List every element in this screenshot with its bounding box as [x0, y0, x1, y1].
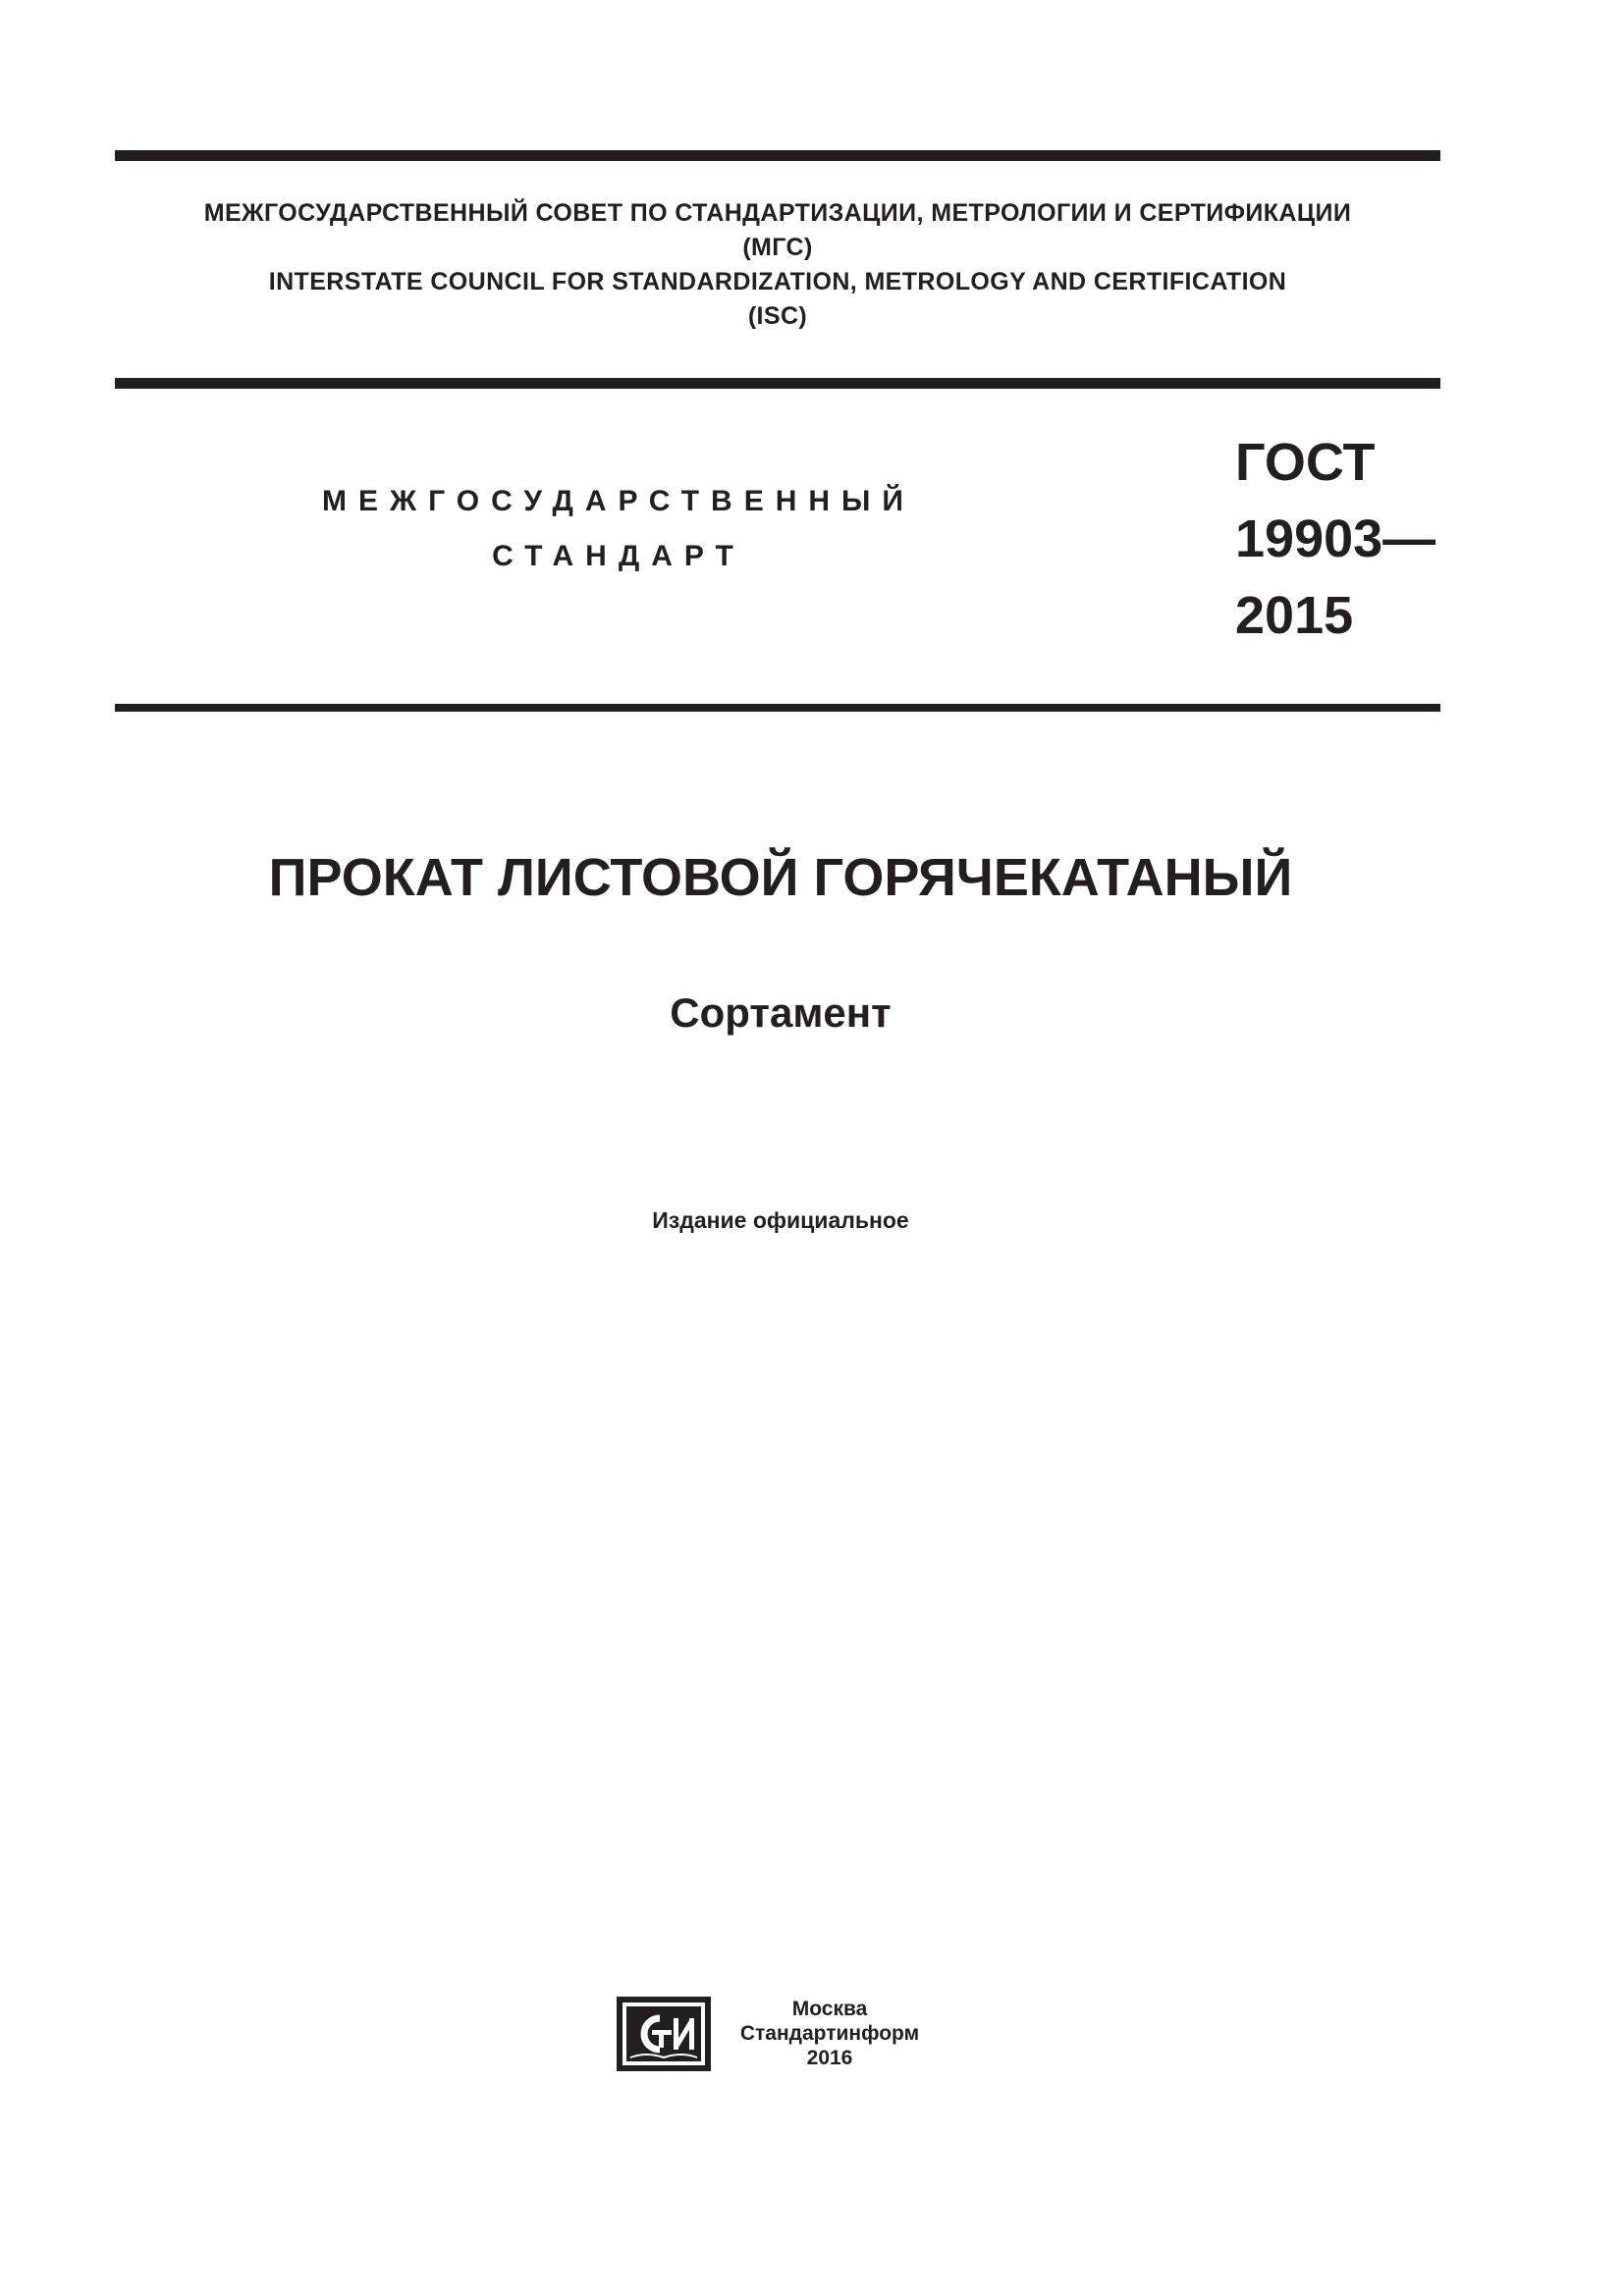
top-divider — [115, 150, 1440, 161]
gost-prefix: ГОСТ — [1235, 433, 1376, 492]
gost-year: 2015 — [1235, 586, 1354, 645]
publisher-year: 2016 — [806, 2047, 853, 2069]
standartinform-logo-icon — [617, 1997, 711, 2071]
council-header — [115, 196, 1440, 334]
bottom-divider — [115, 704, 1440, 712]
middle-divider — [115, 378, 1440, 389]
publisher-name: Стандартинформ — [739, 2022, 920, 2045]
standard-kind-line2: СТАНДАРТ — [492, 540, 745, 572]
gost-designation — [1235, 424, 1435, 654]
standard-kind — [285, 474, 952, 584]
gost-number: 19903— — [1235, 509, 1436, 568]
council-abbr-en: (ISC) — [747, 302, 808, 330]
council-name-ru: МЕЖГОСУДАРСТВЕННЫЙ СОВЕТ ПО СТАНДАРТИЗАЦИИ, МЕТРОЛОГИИ И СЕРТИФИКАЦИИ — [203, 199, 1352, 227]
council-name-en: INTERSTATE COUNCIL FOR STANDARDIZATION, METROLOGY AND CERTIFICATION — [268, 268, 1287, 295]
publisher-imprint — [727, 1997, 933, 2070]
edition-note: Издание официальное — [652, 1207, 909, 1233]
publisher-city: Москва — [791, 1998, 868, 2020]
standard-kind-line1: МЕЖГОСУДАРСТВЕННЫЙ — [322, 485, 915, 517]
document-title: ПРОКАТ ЛИСТОВОЙ ГОРЯЧЕКАТАНЫЙ — [268, 848, 1293, 907]
council-abbr-ru: (МГС) — [742, 234, 813, 261]
document-subtitle: Сортамент — [670, 989, 892, 1036]
